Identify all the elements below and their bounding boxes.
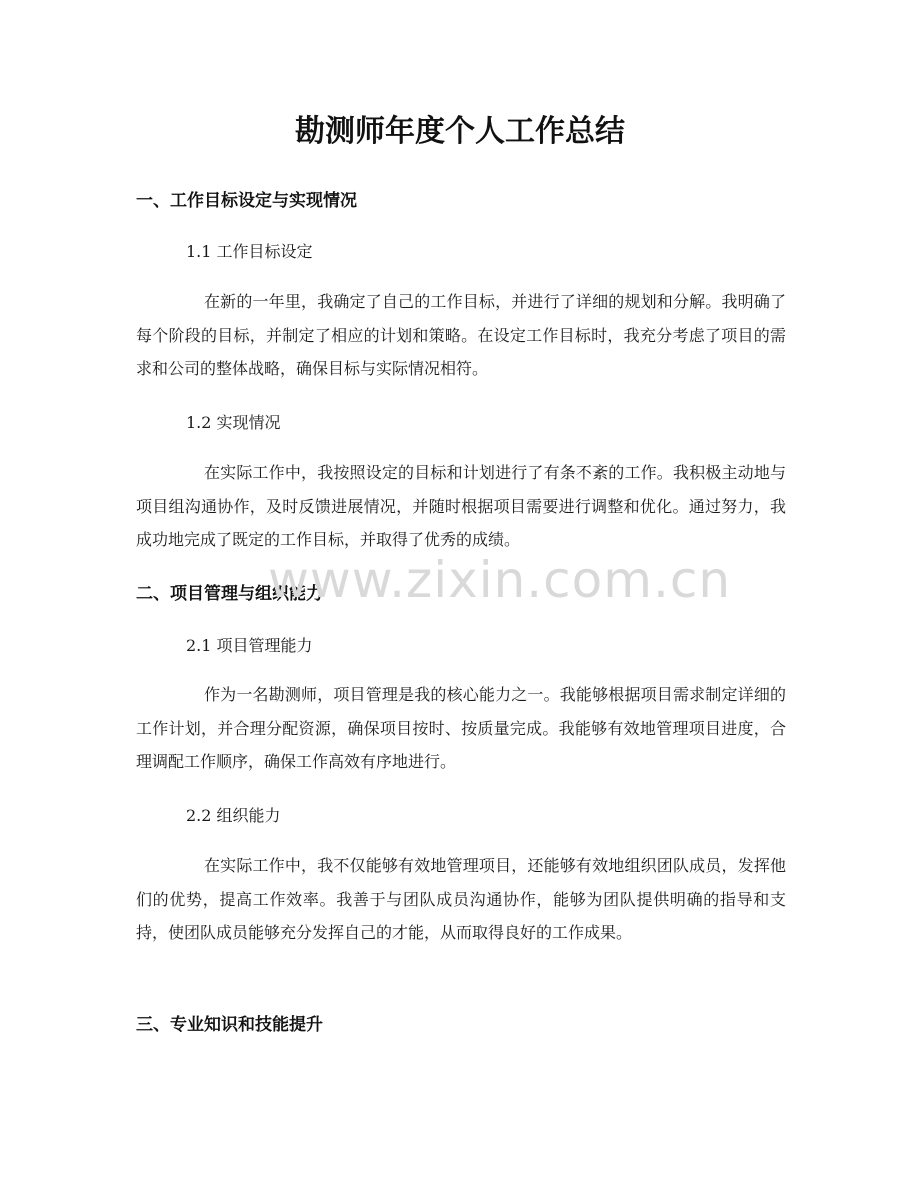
watermark: www.zixin.com.cn xyxy=(268,551,732,609)
subsection-heading-1-2: 1.2 实现情况 xyxy=(186,413,281,432)
paragraph-2-2: 在实际工作中，我不仅能够有效地管理项目，还能够有效地组织团队成员，发挥他们的优势，提高工作效率。我善于与团队成员沟通协作，能够为团队提供明确的指导和支持，使团队成员能够充分发挥自己的才能，从而取得良好的工作成果。 xyxy=(136,856,786,942)
section-heading-2: 二、项目管理与组织能力 xyxy=(136,584,323,604)
subsection-heading-2-1: 2.1 项目管理能力 xyxy=(186,636,313,655)
paragraph-1-2: 在实际工作中，我按照设定的目标和计划进行了有条不紊的工作。我积极主动地与项目组沟通协作，及时反馈进展情况，并随时根据项目需要进行调整和优化。通过努力，我成功地完成了既定的工作目标，并取得了优秀的成绩。 xyxy=(136,463,786,549)
paragraph-1-1: 在新的一年里，我确定了自己的工作目标，并进行了详细的规划和分解。我明确了每个阶段的目标，并制定了相应的计划和策略。在设定工作目标时，我充分考虑了项目的需求和公司的整体战略，确保目标与实际情况相符。 xyxy=(136,292,786,378)
section-heading-3: 三、专业知识和技能提升 xyxy=(136,1015,323,1035)
subsection-heading-2-2: 2.2 组织能力 xyxy=(186,806,281,825)
page-title: 勘测师年度个人工作总结 xyxy=(295,114,625,149)
paragraph-2-1: 作为一名勘测师，项目管理是我的核心能力之一。我能够根据项目需求制定详细的工作计划，并合理分配资源，确保项目按时、按质量完成。我能够有效地管理项目进度，合理调配工作顺序，确保工作高效有序地进行。 xyxy=(136,685,786,771)
section-heading-1: 一、工作目标设定与实现情况 xyxy=(136,191,357,211)
subsection-heading-1-1: 1.1 工作目标设定 xyxy=(186,242,313,261)
